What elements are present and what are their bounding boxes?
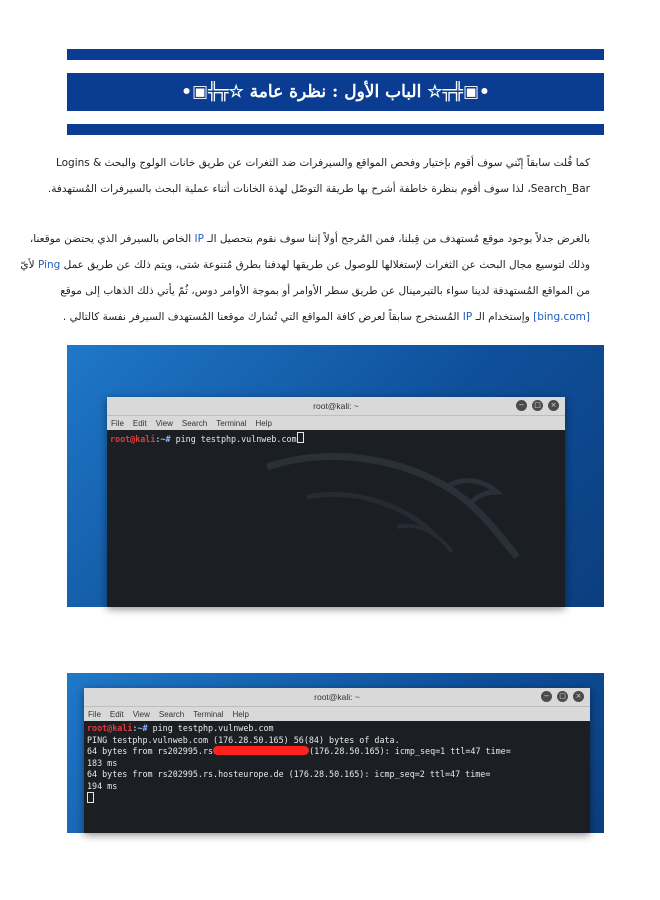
terminal-titlebar xyxy=(84,688,590,707)
menu-view[interactable]: View xyxy=(155,418,173,428)
prompt-user: root@kali xyxy=(110,434,156,444)
intro-paragraph xyxy=(47,150,590,202)
bottom-divider-bar xyxy=(67,124,604,135)
chapter-title: •▣╬╦☆ الباب الأول : نظرة عامة ☆╦╬▣• xyxy=(181,82,490,102)
text-run: لأيّ xyxy=(20,259,38,271)
terminal-window xyxy=(107,397,565,607)
terminal-menubar xyxy=(84,707,590,721)
terminal-output[interactable] xyxy=(84,721,590,808)
output-line: (176.28.50.165): icmp_seq=1 ttl=47 time= xyxy=(309,746,511,756)
method-line-1 xyxy=(29,226,590,252)
chapter-banner xyxy=(67,73,604,111)
terminal-title: root@kali: ~ xyxy=(313,401,359,411)
menu-view[interactable]: View xyxy=(132,709,150,719)
terminal-titlebar xyxy=(107,397,565,416)
bing-link[interactable]: [bing.com] xyxy=(533,311,590,323)
output-line: 183 ms xyxy=(87,757,118,768)
prompt-path: :~# xyxy=(132,723,148,733)
menu-help[interactable]: Help xyxy=(255,418,272,428)
maximize-icon[interactable]: □ xyxy=(532,400,543,411)
menu-search[interactable]: Search xyxy=(158,709,185,719)
text-run: المُستخرج سابقاً لعرض كافة المواقع التي تُشارك موقعنا المُستهدف السيرفر نفسة كالتالي . xyxy=(62,311,463,323)
output-line: 64 bytes from rs202995.rs.hosteurope.de (176.28.50.165): icmp_seq=2 ttl=47 time= xyxy=(87,769,491,779)
ping-term: Ping xyxy=(37,259,61,271)
text-run: وذلك لتوسيع مجال البحث عن الثغرات لإستغلالها للوصول عن طريقها لهدفنا بطرق مُتنوعة شتى، ويتم ذلك عن طريق عمل xyxy=(60,259,590,271)
method-line-4 xyxy=(62,304,590,330)
ip-term: IP xyxy=(462,311,473,323)
intro-line-1: كما قُلت سابقاً إنّني سوف أقوم بإختيار وفحص المواقع والسيرفرات ضد الثغرات عن طريق خانات الولوج والبحث & Logins xyxy=(55,157,590,169)
menu-terminal[interactable]: Terminal xyxy=(216,418,247,428)
terminal-title: root@kali: ~ xyxy=(314,692,360,702)
command-text: ping testphp.vulnweb.com xyxy=(147,723,274,733)
menu-help[interactable]: Help xyxy=(232,709,249,719)
output-line: 194 ms xyxy=(87,780,118,791)
menu-terminal[interactable]: Terminal xyxy=(193,709,224,719)
text-run: الخاص بالسيرفر الذي يحتضن موقعنا، xyxy=(29,233,195,245)
close-icon[interactable]: × xyxy=(573,691,584,702)
menu-file[interactable]: File xyxy=(88,709,101,719)
redaction-mark xyxy=(213,746,309,755)
intro-line-2: Search_Bar، لذا سوف أقوم بنظرة خاطفة أشرح بها طريقة التوصّل لهذة الخانات أثناء عملية البحث بالسيرفرات المُستهدفة. xyxy=(47,183,590,195)
text-run: وإستخدام الـ xyxy=(472,311,534,323)
menu-edit[interactable]: Edit xyxy=(132,418,147,428)
method-paragraph xyxy=(20,226,590,330)
minimize-icon[interactable]: − xyxy=(541,691,552,702)
ip-term: IP xyxy=(194,233,204,245)
output-line: PING testphp.vulnweb.com (176.28.50.165) 56(84) bytes of data. xyxy=(87,734,400,745)
method-line-3: من المواقع المُستهدفة لدينا سواء بالتيرمينال عن طريق سطر الأوامر أو بموجة الأوامر دوس، ثُمّ يأتي ذلك الذهاب إلى موقع xyxy=(60,285,590,297)
minimize-icon[interactable]: − xyxy=(516,400,527,411)
menu-search[interactable]: Search xyxy=(181,418,208,428)
prompt-path: :~# xyxy=(155,434,171,444)
prompt-user: root@kali xyxy=(87,723,133,733)
text-cursor xyxy=(87,792,94,803)
output-line: 64 bytes from rs202995.rs xyxy=(87,746,214,756)
text-run: بالغرض جدلاً بوجود موقع مُستهدف من قِبلنا، فمن المُرجح أولاً إننا سوف نقوم بتحصيل الـ xyxy=(203,233,590,245)
menu-file[interactable]: File xyxy=(111,418,124,428)
kali-dragon-icon xyxy=(247,437,527,577)
screenshot-ping-command xyxy=(67,345,604,607)
maximize-icon[interactable]: □ xyxy=(557,691,568,702)
command-text: ping testphp.vulnweb.com xyxy=(170,434,297,444)
terminal-menubar xyxy=(107,416,565,430)
method-line-2 xyxy=(20,252,590,278)
menu-edit[interactable]: Edit xyxy=(109,709,124,719)
close-icon[interactable]: × xyxy=(548,400,559,411)
screenshot-ping-output xyxy=(67,673,604,833)
terminal-window xyxy=(84,688,590,833)
top-divider-bar xyxy=(67,49,604,60)
